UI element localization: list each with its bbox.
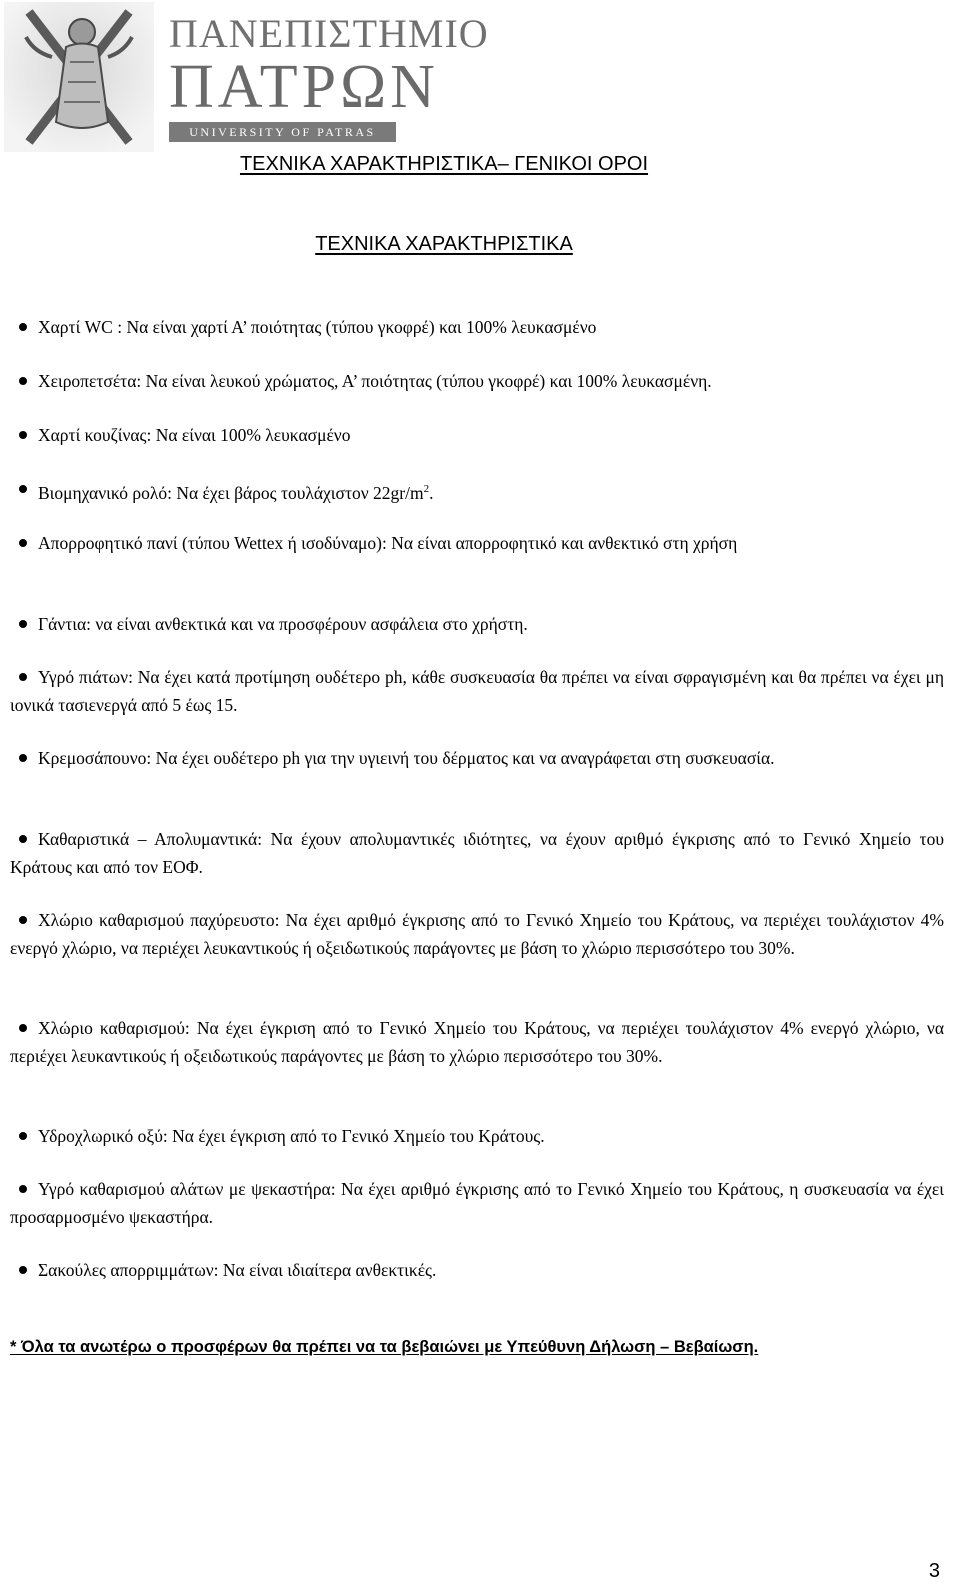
- bullet-icon: [19, 620, 27, 628]
- list-item-text: Βιομηχανικό ρολό: Να έχει βάρος τουλάχιστον 22gr/m: [38, 482, 424, 503]
- logo-wordmark-band: UNIVERSITY OF PATRAS: [169, 122, 396, 142]
- bullet-icon: [19, 485, 27, 493]
- page-number: 3: [928, 1560, 940, 1582]
- footnote: * Όλα τα ανωτέρω ο προσφέρων θα πρέπει να τα βεβαιώνει με Υπεύθυνη Δήλωση – Βεβαίωση.: [10, 1338, 759, 1356]
- bullet-icon: [19, 1185, 27, 1193]
- list-item-period: .: [429, 482, 434, 503]
- bullet-icon: [19, 673, 27, 681]
- list-item: [10, 663, 944, 719]
- saint-andrew-seal-icon: [4, 2, 154, 152]
- superscript-exponent: 2: [423, 483, 430, 495]
- bullet-icon: [19, 916, 27, 924]
- list-item: [10, 529, 944, 557]
- list-item-text: Χειροπετσέτα: Να είναι λευκού χρώματος, Α’ ποιότητας (τύπου γκοφρέ) και 100% λευκασμένη.: [38, 371, 712, 391]
- list-item-text: Χαρτί WC : Να είναι χαρτί Α’ ποιότητας (τύπου γκοφρέ) και 100% λευκασμένο: [38, 317, 597, 337]
- bullet-icon: [19, 1266, 27, 1274]
- list-item: [10, 610, 944, 638]
- list-item-text: Κρεμοσάπουνο: Να έχει ουδέτερο ph για την υγιεινή του δέρματος και να αναγράφεται στη συσκευασία.: [38, 748, 775, 768]
- list-item: [10, 825, 944, 881]
- list-item-text: Χλώριο καθαρισμού παχύρευστο: Να έχει αριθμό έγκρισης από το Γενικό Χημείο του Κράτους, να περιέχει τουλάχιστον 4% ενεργό χλώριο, να περιέχει λευκαντικούς ή οξειδωτικούς παράγοντες με βάση το χλώριο περισσότερο του 30%.: [10, 910, 944, 958]
- list-item: [10, 1014, 944, 1070]
- list-item: [10, 1175, 944, 1231]
- bullet-icon: [19, 835, 27, 843]
- bullet-icon: [19, 1132, 27, 1140]
- logo-wordmark-line1: ΠΑΝΕΠΙΣΤΗΜΙΟ: [169, 11, 489, 56]
- list-item-text: Υγρό πιάτων: Να έχει κατά προτίμηση ουδέτερο ph, κάθε συσκευασία θα πρέπει να είναι σφραγισμένη και θα πρέπει να έχει μη ιονικά τασιενεργά από 5 έως 15.: [10, 667, 944, 715]
- list-item: [10, 367, 944, 395]
- list-item-text: Υγρό καθαρισμού αλάτων με ψεκαστήρα: Να έχει αριθμό έγκρισης από το Γενικό Χημείο του Κράτους, η συσκευασία να έχει προσαρμοσμένο ψεκαστήρα.: [10, 1179, 944, 1227]
- list-item: [10, 1256, 944, 1284]
- list-item: [10, 744, 944, 772]
- list-item-text: Σακούλες απορριμμάτων: Να είναι ιδιαίτερα ανθεκτικές.: [38, 1260, 437, 1280]
- document-title: ΤΕΧΝΙΚΑ ΧΑΡΑΚΤΗΡΙΣΤΙΚΑ– ΓΕΝΙΚΟΙ ΟΡΟΙ: [239, 153, 649, 175]
- list-item: [10, 421, 944, 449]
- list-item: [10, 1122, 944, 1150]
- university-logo: [4, 2, 489, 152]
- section-title: ΤΕΧΝΙΚΑ ΧΑΡΑΚΤΗΡΙΣΤΙΚΑ: [315, 233, 573, 255]
- bullet-icon: [19, 1024, 27, 1032]
- bullet-icon: [19, 539, 27, 547]
- list-item-text: Χαρτί κουζίνας: Να είναι 100% λευκασμένο: [38, 425, 351, 445]
- list-item-text: Καθαριστικά – Απολυμαντικά: Να έχουν απολυμαντικές ιδιότητες, να έχουν αριθμό έγκρισης από το Γενικό Χημείο του Κράτους και από τον ΕΟΦ.: [10, 829, 944, 877]
- list-item-text: Υδροχλωρικό οξύ: Να έχει έγκριση από το Γενικό Χημείο του Κράτους.: [38, 1126, 545, 1146]
- bullet-icon: [19, 377, 27, 385]
- logo-wordmark: [169, 11, 489, 142]
- list-item: [10, 475, 944, 507]
- list-item-text: Χλώριο καθαρισμού: Να έχει έγκριση από το Γενικό Χημείο του Κράτους, να περιέχει τουλάχιστον 4% ενεργό χλώριο, να περιέχει λευκαντικούς ή οξειδωτικούς παράγοντες με βάση το χλώριο περισσότερο του 30%.: [10, 1018, 944, 1066]
- bullet-icon: [19, 754, 27, 762]
- list-item: [10, 313, 944, 341]
- list-item: [10, 906, 944, 962]
- bullet-icon: [19, 431, 27, 439]
- bullet-icon: [19, 323, 27, 331]
- list-item-text: Απορροφητικό πανί (τύπου Wettex ή ισοδύναμο): Να είναι απορροφητικό και ανθεκτικό στη χρήση: [38, 533, 738, 553]
- logo-wordmark-line2: ΠΑΤΡΩΝ: [169, 53, 439, 121]
- list-item-text: Γάντια: να είναι ανθεκτικά και να προσφέρουν ασφάλεια στο χρήστη.: [38, 614, 528, 634]
